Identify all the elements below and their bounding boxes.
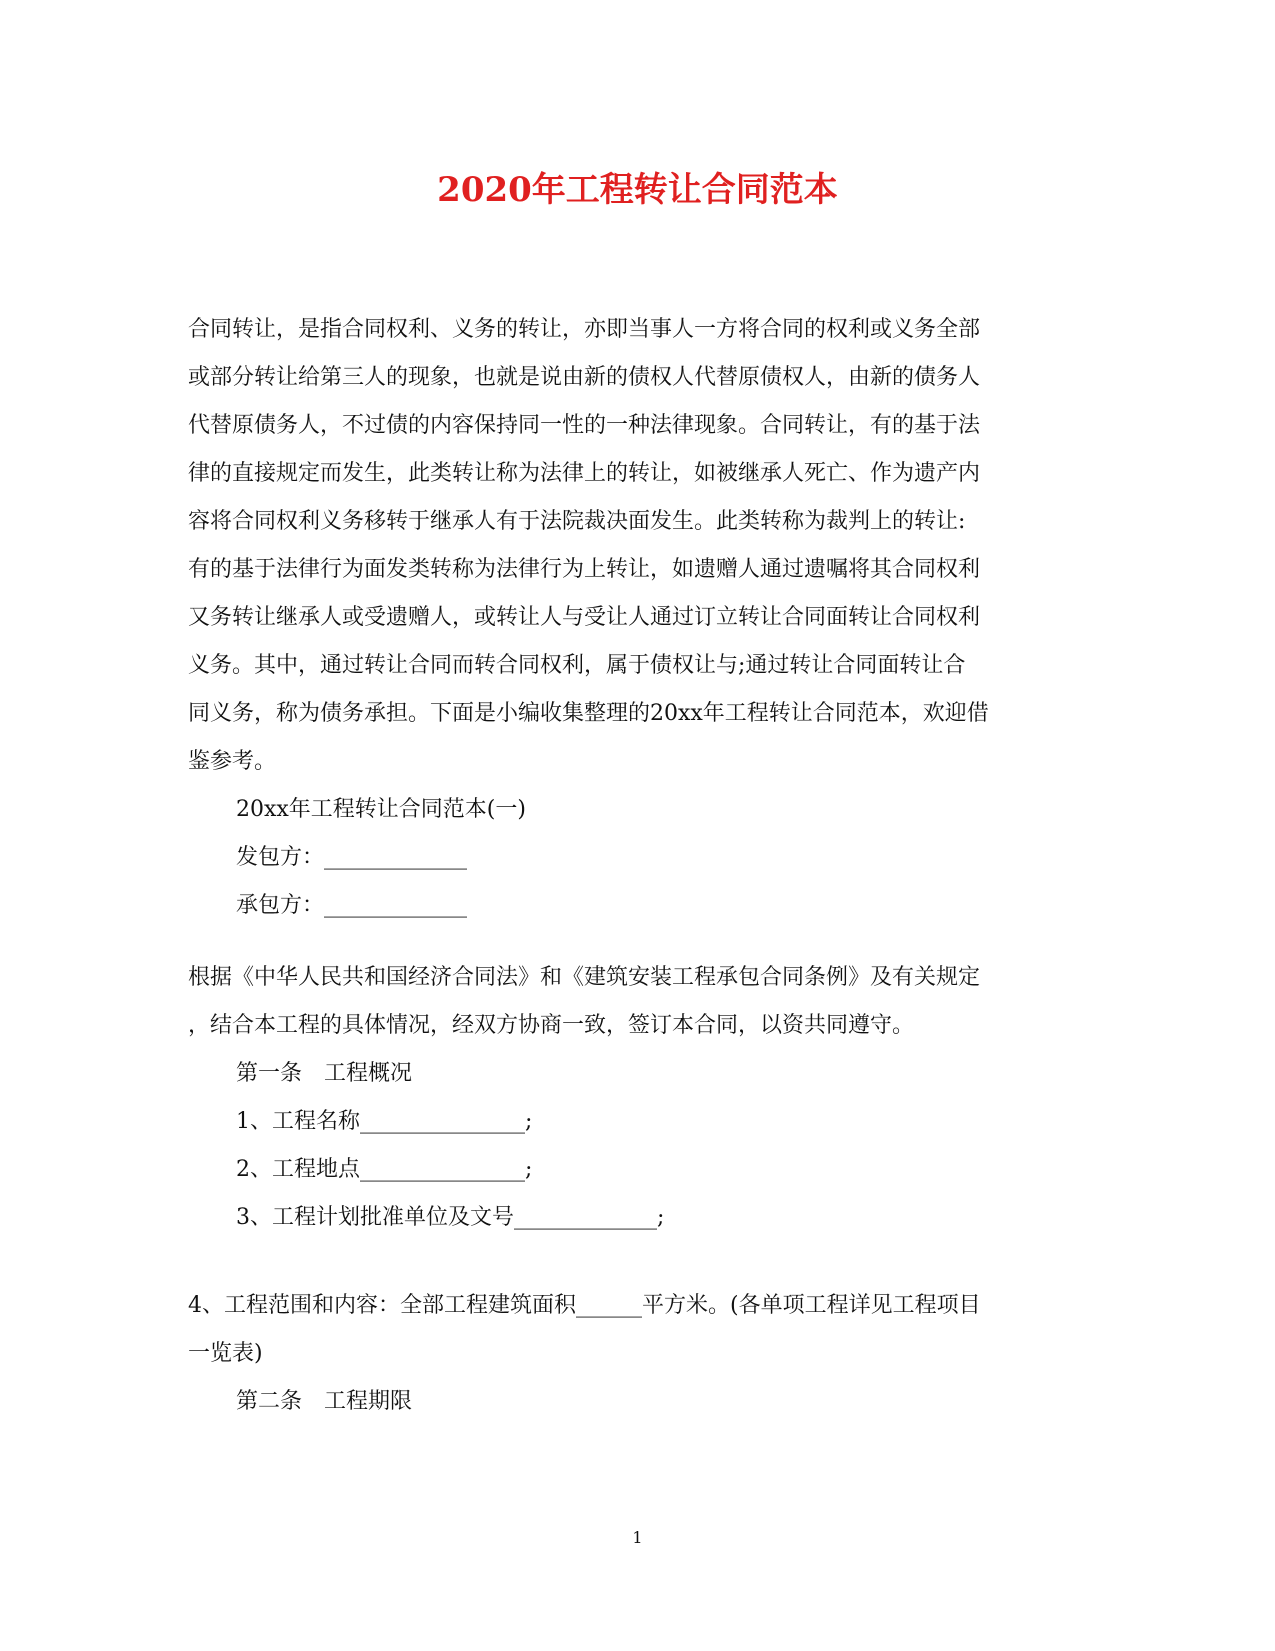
intro-line: 代替原债务人，不过债的内容保持同一性的一种法律现象。合同转让，有的基于法 bbox=[188, 413, 981, 438]
page-number: 1 bbox=[632, 1528, 643, 1547]
intro-line: 同义务，称为债务承担。下面是小编收集整理的20xx年工程转让合同范本，欢迎借 bbox=[188, 701, 989, 726]
intro-line: 又务转让继承人或受遗赠人，或转让人与受让人通过订立转让合同面转让合同权利 bbox=[188, 605, 981, 630]
article1-heading: 第一条 工程概况 bbox=[236, 1061, 413, 1086]
intro-line: 律的直接规定而发生，此类转让称为法律上的转让，如被继承人死亡、作为遗产内 bbox=[188, 461, 981, 486]
intro-line: 容将合同权利义务移转于继承人有于法院裁决面发生。此类转称为裁判上的转让: bbox=[188, 509, 966, 534]
basis-paragraph bbox=[188, 954, 1088, 1242]
basis-line: 根据《中华人民共和国经济合同法》和《建筑安装工程承包合同条例》及有关规定 bbox=[188, 965, 981, 990]
scope-paragraph bbox=[188, 1282, 1088, 1426]
intro-line: 义务。其中，通过转让合同而转合同权利，属于债权让与;通过转让合同面转让合 bbox=[188, 653, 966, 678]
party-a-line: 发包方：_____________ bbox=[236, 845, 468, 870]
intro-line: 有的基于法律行为面发类转称为法律行为上转让，如遗赠人通过遗嘱将其合同权利 bbox=[188, 557, 981, 582]
scope-line: 4、工程范围和内容：全部工程建筑面积______平方米。(各单项工程详见工程项目 bbox=[188, 1293, 981, 1318]
article1-item: 3、工程计划批准单位及文号_____________; bbox=[236, 1205, 665, 1230]
article1-item: 1、工程名称_______________; bbox=[236, 1109, 533, 1134]
sample-heading: 20xx年工程转让合同范本(一) bbox=[236, 797, 526, 822]
party-b-line: 承包方：_____________ bbox=[236, 893, 468, 918]
article2-heading: 第二条 工程期限 bbox=[236, 1389, 413, 1414]
intro-paragraph bbox=[188, 306, 1088, 930]
intro-line: 或部分转让给第三人的现象，也就是说由新的债权人代替原债权人，由新的债务人 bbox=[188, 365, 981, 390]
basis-line: ，结合本工程的具体情况，经双方协商一致，签订本合同，以资共同遵守。 bbox=[188, 1013, 915, 1038]
scope-line: 一览表) bbox=[188, 1341, 263, 1366]
intro-line: 合同转让，是指合同权利、义务的转让，亦即当事人一方将合同的权利或义务全部 bbox=[188, 317, 981, 342]
intro-line: 鉴参考。 bbox=[188, 749, 277, 774]
article1-item: 2、工程地点_______________; bbox=[236, 1157, 533, 1182]
document-title: 2020年工程转让合同范本 bbox=[437, 170, 838, 210]
